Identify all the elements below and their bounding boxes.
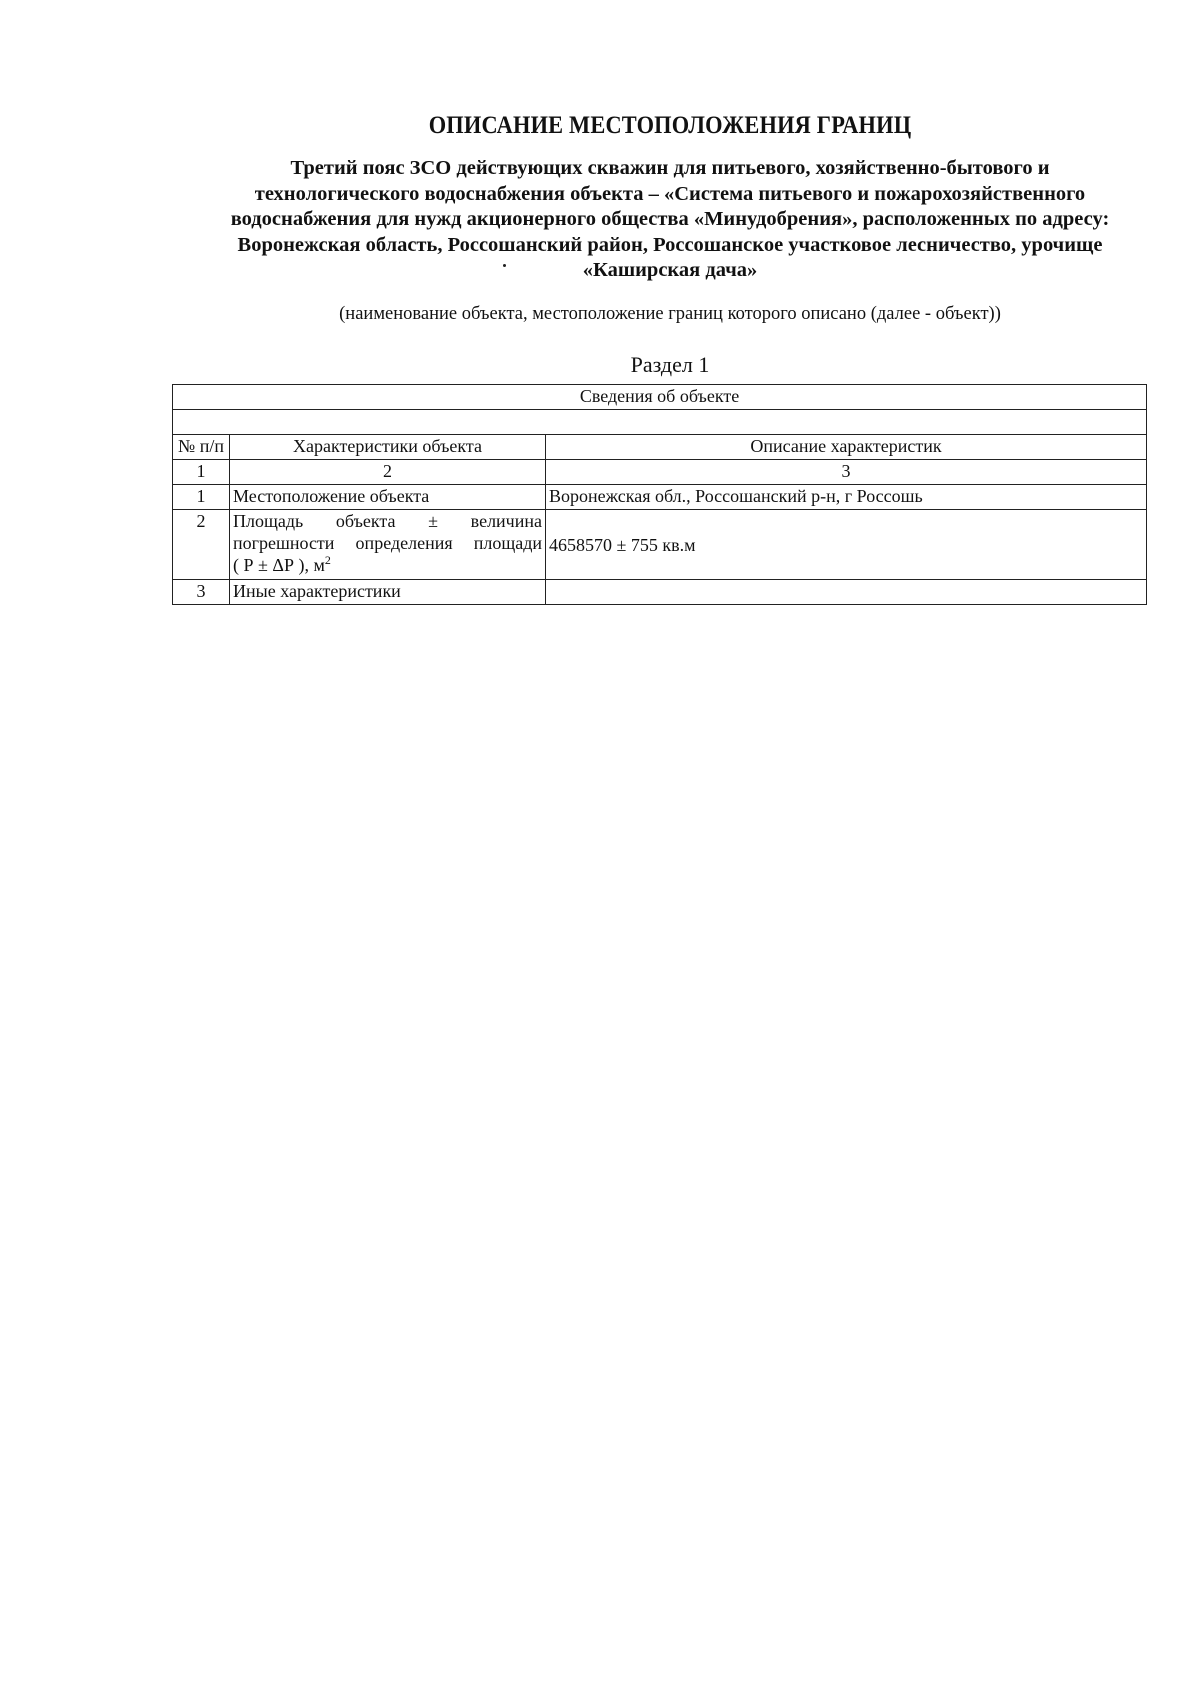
header-description: Описание характеристик [546, 435, 1147, 460]
table-title: Сведения об объекте [173, 385, 1147, 410]
table-column-numbers-row [173, 460, 1147, 485]
table-header-row [173, 435, 1147, 460]
page-title: ОПИСАНИЕ МЕСТОПОЛОЖЕНИЯ ГРАНИЦ [428, 112, 912, 139]
row-num: 3 [173, 580, 230, 605]
object-info-table [172, 384, 1147, 605]
subtitle-line-5: «Каширская дача» [582, 259, 758, 281]
row-value: Воронежская обл., Россошанский р-н, г Россошь [546, 485, 1147, 510]
table-empty-row [173, 410, 1147, 435]
row-num: 1 [173, 485, 230, 510]
column-number-3: 3 [546, 460, 1147, 485]
table-title-row [173, 385, 1147, 410]
area-formula: ( Р ± ΔР ), м [233, 555, 325, 575]
row-num: 2 [173, 510, 230, 580]
area-label-line-1: Площадь объекта ± величина [233, 511, 542, 531]
row-characteristic: Местоположение объекта [230, 485, 546, 510]
header-characteristics: Характеристики объекта [230, 435, 546, 460]
section-label: Раздел 1 [630, 352, 710, 377]
table-row [173, 485, 1147, 510]
area-unit-superscript: 2 [324, 553, 331, 567]
table-row [173, 510, 1147, 580]
row-characteristic [230, 510, 546, 580]
table-empty-cell [173, 410, 1147, 435]
row-value: 4658570 ± 755 кв.м [546, 510, 1147, 580]
scan-dot [503, 264, 506, 267]
object-subtitle [160, 156, 1180, 284]
column-number-1: 1 [173, 460, 230, 485]
table-row [173, 580, 1147, 605]
subtitle-line-4: Воронежская область, Россошанский район, Россошанское участковое лесничество, урочище [237, 233, 1103, 256]
area-label-line-2: погрешности определения площади [233, 533, 542, 553]
subtitle-line-3: водоснабжения для нужд акционерного общества «Минудобрения», расположенных по адресу: [230, 208, 1110, 230]
area-label-line-3 [233, 554, 542, 576]
object-caption: (наименование объекта, местоположение границ которого описано (далее - объект)) [339, 304, 1001, 324]
row-characteristic: Иные характеристики [230, 580, 546, 605]
subtitle-line-2: технологического водоснабжения объекта – «Система питьевого и пожарохозяйственного [254, 182, 1086, 205]
header-num: № п/п [173, 435, 230, 460]
row-value [546, 580, 1147, 605]
subtitle-line-1: Третий пояс ЗСО действующих скважин для питьевого, хозяйственно-бытового и [290, 157, 1050, 179]
column-number-2: 2 [230, 460, 546, 485]
